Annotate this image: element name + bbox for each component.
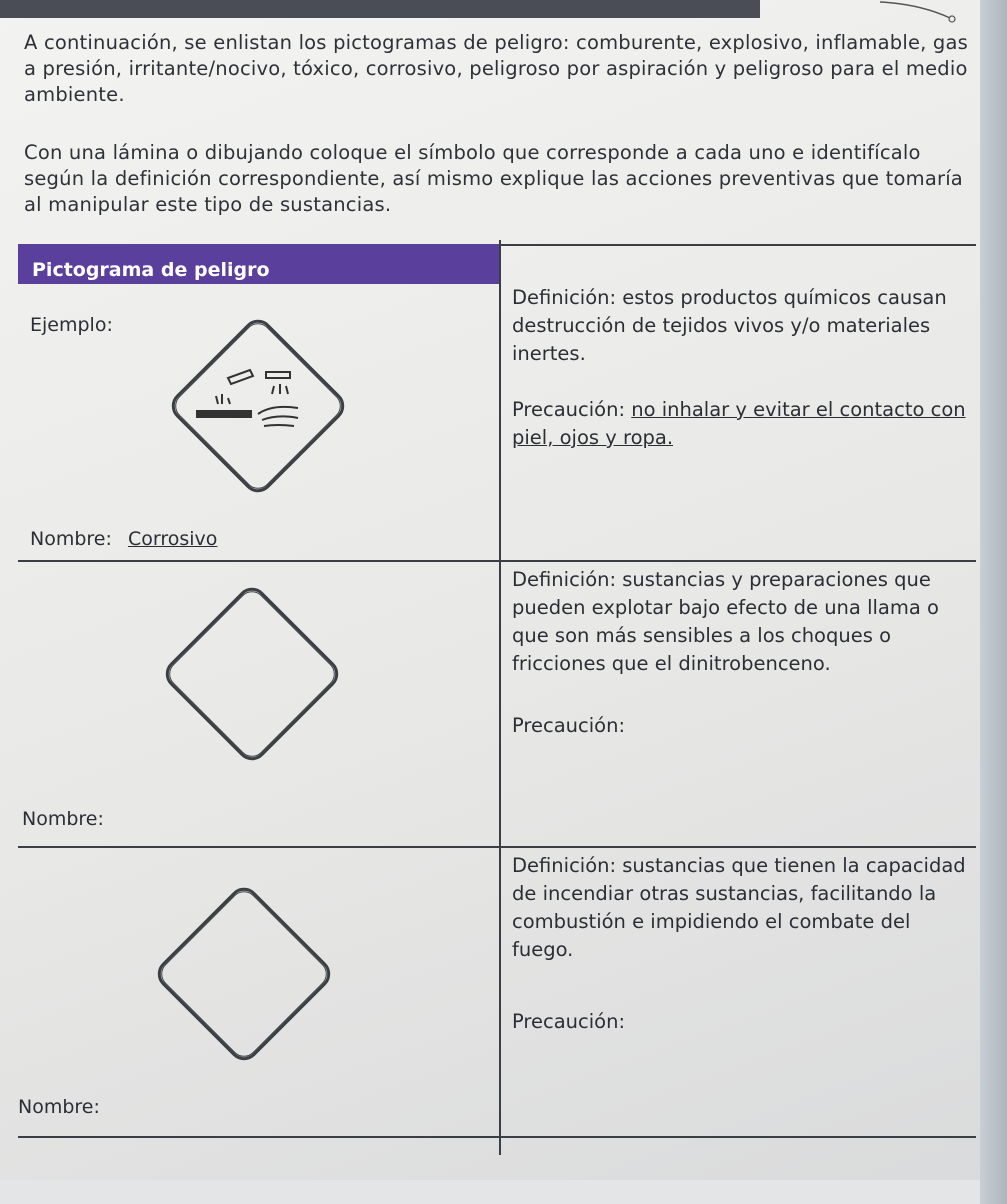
top-dark-edge <box>0 0 760 18</box>
corrosive-pictogram <box>158 306 358 506</box>
page-bottom <box>0 1180 980 1204</box>
precaution-3: Precaución: <box>512 1010 626 1033</box>
definition-2: Definición: sustancias y preparaciones que pueden explotar bajo efecto de una llama o que son más sensibles a los choques o fricciones que el dinitrobenceno. <box>512 568 939 675</box>
precaution-1: Precaución: no inhalar y evitar el contacto con piel, ojos y ropa. <box>512 398 966 449</box>
table-header: Pictograma de peligro <box>18 244 499 284</box>
name-label-2: Nombre: <box>22 808 104 830</box>
empty-pictogram-2 <box>152 574 352 774</box>
instructions-paragraph: Con una lámina o dibujando coloque el símbolo que corresponde a cada uno e identifícalo según la definición correspondiente, así mismo explique las acciones preventivas que tomaría al manipular este tipo de sustancias. <box>24 141 963 216</box>
row-divider-1 <box>18 560 976 562</box>
column-divider <box>499 240 501 1155</box>
definition-3: Definición: sustancias que tienen la capacidad de incendiar otras sustancias, facilitando la combustión e impidiendo el combate del fuego. <box>512 854 966 961</box>
empty-pictogram-3 <box>144 866 344 1082</box>
name-label-3: Nombre: <box>18 1096 100 1118</box>
corrosion-icon <box>196 370 298 426</box>
row-divider-2 <box>18 846 976 848</box>
row-divider-3 <box>18 1136 976 1138</box>
top-border-right <box>499 244 976 246</box>
precaution-value-1: no inhalar y evitar el contacto con piel, ojos y ropa. <box>512 398 966 449</box>
name-label-1: Nombre: Corrosivo <box>30 528 227 550</box>
intro-paragraph: A continuación, se enlistan los pictogramas de peligro: comburente, explosivo, inflamable, gas a presión, irritante/nocivo, tóxico, corrosivo, peligroso por aspiración y peligroso para el medio ambiente. <box>24 31 969 106</box>
definition-1: Definición: estos productos químicos causan destrucción de tejidos vivos y/o materiales inertes. <box>512 286 947 365</box>
page-edge <box>980 0 1007 1204</box>
example-label: Ejemplo: <box>30 314 113 336</box>
name-value-1: Corrosivo <box>127 528 218 550</box>
pictogram-table <box>18 240 976 1155</box>
precaution-2: Precaución: <box>512 714 626 737</box>
